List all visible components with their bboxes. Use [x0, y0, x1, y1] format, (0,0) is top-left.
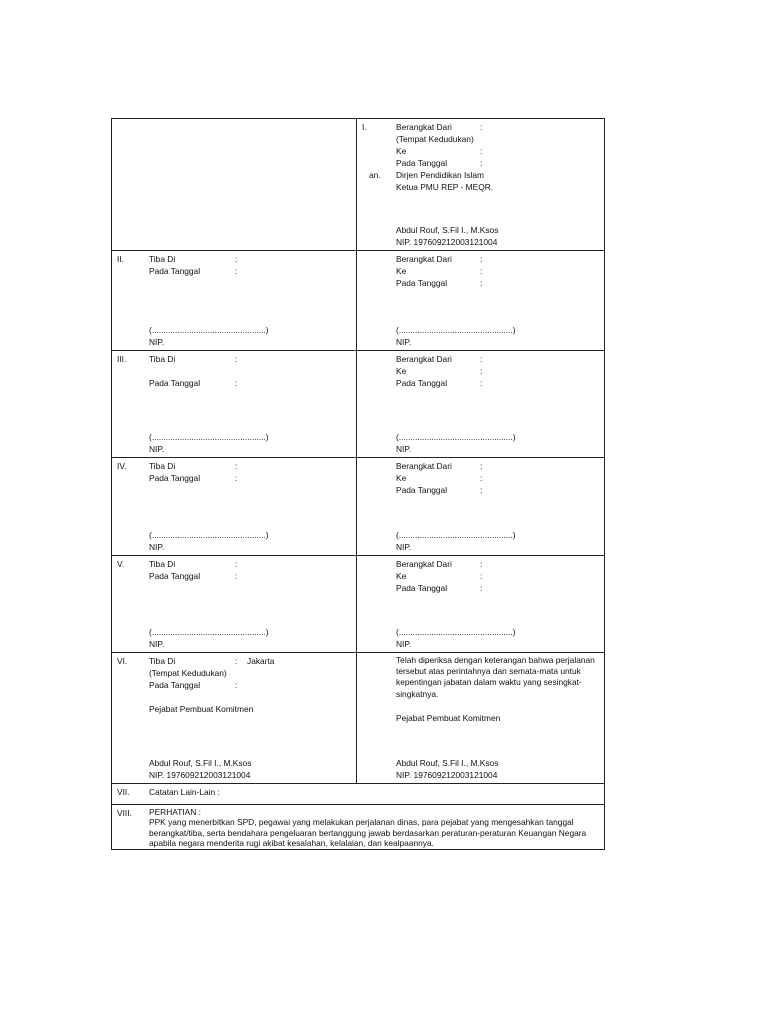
row-8-cell — [112, 805, 604, 849]
tiba-di-label: Tiba Di — [149, 461, 176, 471]
row-number: IV. — [117, 461, 127, 471]
row-2-left-cell: II. Tiba Di : Pada Tanggal : (.................................................) NIP. — [112, 251, 357, 350]
signatory-nip: NIP. 197609212003121004 — [396, 237, 498, 247]
berangkat-dari-label: Berangkat Dari — [396, 254, 452, 264]
row-number: I. — [362, 122, 367, 132]
row-1-right-cell — [357, 119, 604, 250]
ke-label: Ke — [396, 571, 407, 581]
ke-label: Ke — [396, 146, 407, 156]
row-3-right-cell: Berangkat Dari : Ke : Pada Tanggal : (.................................................) NIP. — [396, 354, 516, 454]
ke-label: Ke — [396, 473, 407, 483]
spd-form-table — [111, 118, 605, 850]
tiba-di-label: Tiba Di — [149, 559, 176, 569]
pejabat-label: Pejabat Pembuat Komitmen — [396, 712, 501, 723]
row-number: VII. — [117, 787, 130, 797]
pejabat-label: Pejabat Pembuat Komitmen — [149, 704, 254, 714]
row-6 — [112, 652, 604, 783]
signature-blank: (.................................................) — [396, 325, 516, 335]
nip-label: NIP. — [149, 337, 165, 347]
nip-label: NIP. — [396, 542, 412, 552]
nip-label: NIP. — [396, 337, 412, 347]
signature-blank: (.................................................) — [149, 530, 269, 540]
row-4-right-cell: Berangkat Dari : Ke : Pada Tanggal : (.................................................) NIP. — [396, 461, 516, 552]
an-label: an. — [369, 170, 381, 180]
signatory-name: Abdul Rouf, S.Fil I., M.Ksos — [396, 225, 499, 235]
nip-label: NIP. — [396, 639, 412, 649]
row-number: VI. — [117, 656, 128, 666]
row-number: VIII. — [117, 808, 132, 818]
row-5-left-cell: V. Tiba Di : Pada Tanggal : (.................................................) NIP. — [112, 556, 357, 652]
pada-tanggal-label: Pada Tanggal — [396, 158, 448, 168]
pada-tanggal-label: Pada Tanggal — [396, 485, 448, 495]
tiba-di-label: Tiba Di — [149, 656, 176, 666]
nip-label: NIP. — [149, 542, 165, 552]
row-number: III. — [117, 354, 127, 364]
signature-blank: (.................................................) — [396, 530, 516, 540]
pada-tanggal-label: Pada Tanggal — [149, 680, 201, 690]
row-7 — [112, 783, 604, 804]
row-3 — [112, 350, 604, 457]
signature-blank: (.................................................) — [149, 627, 269, 637]
nip-label: NIP. — [396, 444, 412, 454]
tiba-di-value: Jakarta — [247, 656, 275, 666]
row-1-left-cell — [112, 119, 357, 250]
row-5 — [112, 555, 604, 652]
official-title-2: Ketua PMU REP - MEQR. — [396, 182, 494, 192]
row-6-right-cell — [357, 653, 604, 783]
row-1-content: Berangkat Dari : (Tempat Kedudukan) Ke : Pada Tanggal : an. Dirjen Pendidikan Islam Ketua PMU REP - MEQR. — [369, 122, 494, 192]
tempat-kedudukan-label: (Tempat Kedudukan) — [149, 668, 227, 678]
row-number: II. — [117, 254, 124, 264]
row-2-right-cell: Berangkat Dari : Ke : Pada Tanggal : (.................................................) NIP. — [396, 254, 516, 347]
berangkat-dari-label: Berangkat Dari — [396, 461, 452, 471]
pada-tanggal-label: Pada Tanggal — [396, 278, 448, 288]
pada-tanggal-label: Pada Tanggal — [149, 571, 201, 581]
pada-tanggal-label: Pada Tanggal — [396, 378, 448, 388]
row-4-left-cell: IV. Tiba Di : Pada Tanggal : (.................................................) NIP. — [112, 458, 357, 555]
row-7-cell — [112, 784, 604, 804]
signatory-name: Abdul Rouf, S.Fil I., M.Ksos — [396, 758, 499, 768]
berangkat-dari-label: Berangkat Dari — [396, 122, 452, 132]
nip-label: NIP. — [149, 444, 165, 454]
ke-label: Ke — [396, 366, 407, 376]
berangkat-dari-label: Berangkat Dari — [396, 559, 452, 569]
pada-tanggal-label: Pada Tanggal — [149, 378, 201, 388]
signature-blank: (.................................................) — [396, 432, 516, 442]
tiba-di-label: Tiba Di — [149, 354, 176, 364]
signature-blank: (.................................................) — [149, 325, 269, 335]
row-3-left-cell: III. Tiba Di : Pada Tanggal : (.................................................) NIP. — [112, 351, 357, 457]
row-number: V. — [117, 559, 125, 569]
official-title: Dirjen Pendidikan Islam — [396, 170, 484, 180]
row-1 — [112, 119, 604, 250]
berangkat-dari-label: Berangkat Dari — [396, 354, 452, 364]
tiba-di-label: Tiba Di — [149, 254, 176, 264]
tempat-kedudukan-label: (Tempat Kedudukan) — [396, 134, 474, 144]
row-2 — [112, 250, 604, 350]
pada-tanggal-label: Pada Tanggal — [149, 266, 201, 276]
signature-blank: (.................................................) — [396, 627, 516, 637]
row-1-signature — [396, 224, 498, 248]
perhatian-title: PERHATIAN : — [149, 807, 201, 817]
signatory-nip: NIP. 197609212003121004 — [396, 770, 498, 780]
signatory-nip: NIP. 197609212003121004 — [149, 770, 251, 780]
ke-label: Ke — [396, 266, 407, 276]
pada-tanggal-label: Pada Tanggal — [149, 473, 201, 483]
row-4 — [112, 457, 604, 555]
row-6-left-cell: VI. Tiba Di : Jakarta (Tempat Kedudukan) Pada Tanggal : Pejabat Pembuat Komitmen Abdul Rouf, S.Fil I., M.Ksos NIP. 197609212003121004 — [112, 653, 357, 783]
catatan-label: Catatan Lain-Lain : — [149, 787, 220, 797]
row-8 — [112, 804, 604, 849]
pada-tanggal-label: Pada Tanggal — [396, 583, 448, 593]
perhatian-text: PPK yang menerbitkan SPD, pegawai yang melakukan perjalanan dinas, para pejabat yang mengesahkan tanggal berangkat/tiba, serta bendahara pengeluaran bertanggung jawab berdasarkan peraturan-peraturan Keuangan Negara apabila negara menderita rugi akibat kesalahan, kelalaian, dan kealpaannya. — [149, 817, 587, 848]
signature-blank: (.................................................) — [149, 432, 269, 442]
row-5-right-cell: Berangkat Dari : Ke : Pada Tanggal : (.................................................) NIP. — [396, 559, 516, 649]
signatory-name: Abdul Rouf, S.Fil I., M.Ksos — [149, 758, 252, 768]
verification-statement: Telah diperiksa dengan keterangan bahwa perjalanan tersebut atas perintahnya dan semata-mata untuk kepentingan jabatan dalam waktu yang sesingkat-singkatnya. — [396, 655, 595, 699]
nip-label: NIP. — [149, 639, 165, 649]
